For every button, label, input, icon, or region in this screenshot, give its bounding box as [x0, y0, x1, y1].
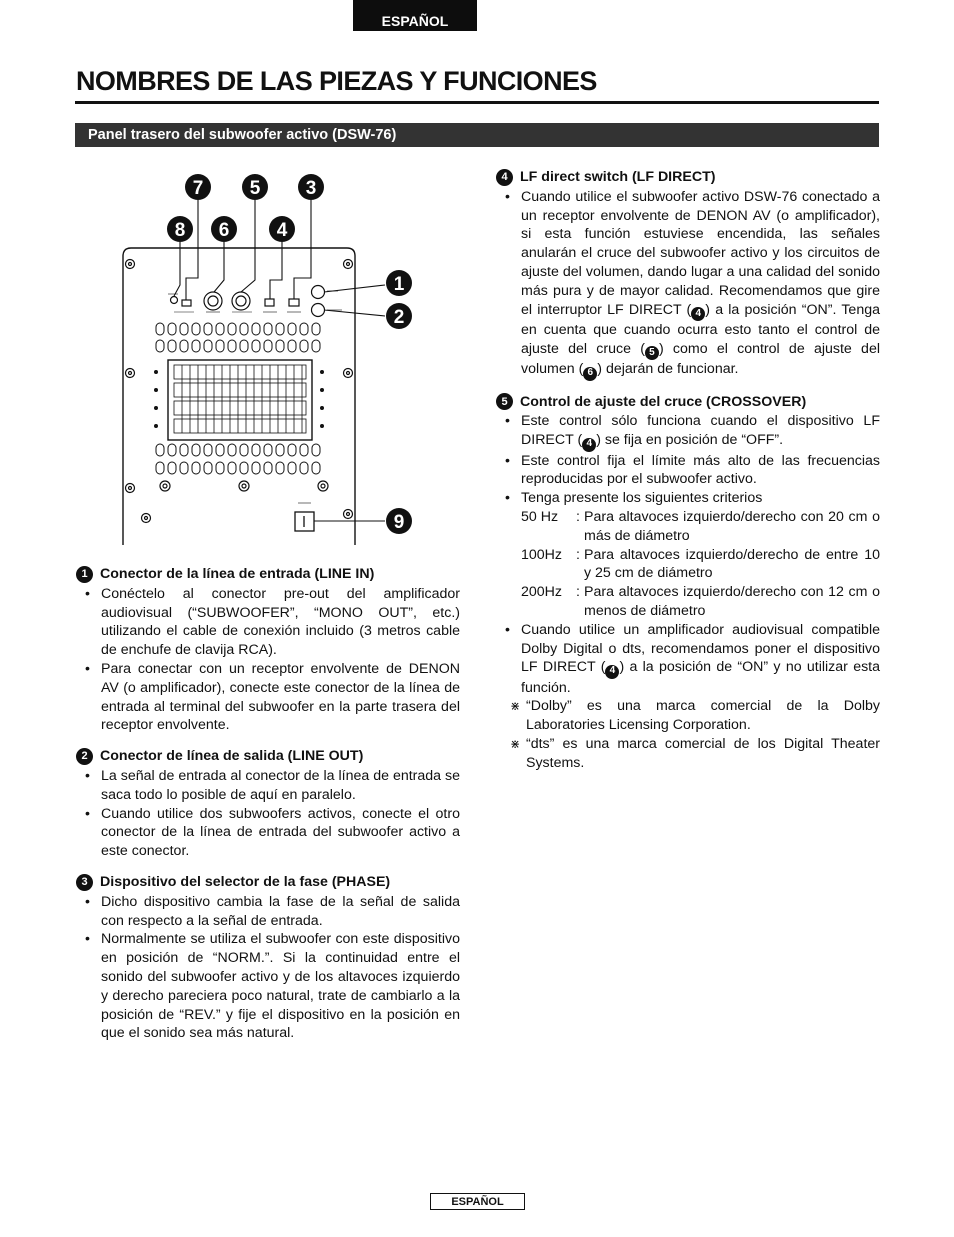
- ref-badge: 5: [645, 346, 659, 360]
- number-badge: 2: [76, 748, 93, 765]
- bullet: • La señal de entrada al conector de la línea de entrada se saca todo lo posible de aquí en paralelo.: [101, 767, 460, 805]
- bullet: • Dicho dispositivo cambia la fase de la señal de salida con respecto a la señal de entrada.: [101, 893, 460, 931]
- item-title: Conector de línea de salida (LINE OUT): [100, 748, 364, 765]
- bullet: • Conéctelo al conector pre-out del amplificador audiovisual (“SUBWOOFER”, “MONO OUT”, etc.) utilizando el cable de conexión incluido (3 metros cable de enchufe de clavija RCA).: [101, 585, 460, 660]
- callout-3: 3: [305, 178, 317, 199]
- callout-badges: [167, 174, 412, 534]
- note-mark-icon: ⋇: [510, 737, 521, 752]
- ref-badge: 4: [605, 665, 619, 679]
- item-phase: [76, 873, 460, 1043]
- item-title: Conector de la línea de entrada (LINE IN): [100, 566, 375, 582]
- callout-6: 6: [218, 220, 230, 241]
- trademark-note: ⋇ “Dolby” es una marca comercial de la Dolby Laboratories Licensing Corporation.: [510, 698, 880, 734]
- criteria-row: 50 Hz : Para altavoces izquierdo/derecho con 20 cm o más de diámetro: [521, 508, 880, 544]
- item-lf-direct: [496, 168, 880, 381]
- callout-2: 2: [393, 307, 405, 328]
- ref-badge: 4: [582, 438, 596, 452]
- callout-7: 7: [192, 178, 204, 199]
- criteria-row: 200Hz : Para altavoces izquierdo/derecho con 12 cm o menos de diámetro: [521, 584, 880, 619]
- language-tab: ESPAÑOL: [353, 0, 477, 31]
- criteria-row: 100Hz : Para altavoces izquierdo/derecho de entre 10 y 25 cm de diámetro: [521, 546, 880, 582]
- bullet: • Este control sólo funciona cuando el dispositivo LF DIRECT ( 4 ) se fija en posición de “OFF”.: [521, 412, 880, 451]
- item-line-out: [76, 747, 460, 861]
- right-column: [496, 168, 880, 785]
- title-rule: [75, 101, 879, 104]
- number-badge: 4: [496, 169, 513, 186]
- number-badge: 1: [76, 566, 93, 583]
- bullet: • Para conectar con un receptor envolvente de DENON AV (o amplificador), conecte este conector de la línea de entrada al terminal del subwoofer en la parte trasera del receptor envolvente.: [101, 660, 460, 735]
- item-title: LF direct switch (LF DIRECT): [520, 169, 716, 185]
- item-line-in: [76, 565, 460, 735]
- bullet: • Normalmente se utiliza el subwoofer con este dispositivo en posición de “NORM.”. Si la continuidad entre el sonido del subwoofer activo y de los altavoces izquierdo y derecho pareciera poco natural, trate de cambiarlo a la posición de “REV.” y fije el dispositivo en la posición en que el sonido sea más natural.: [101, 930, 460, 1043]
- bullet: • Cuando utilice dos subwoofers activos, conecte el otro conector de la línea de entrada del subwoofer activo a este conector.: [101, 805, 460, 861]
- callout-1: 1: [393, 274, 405, 295]
- note-mark-icon: ⋇: [510, 699, 521, 714]
- bullet: • Este control fija el límite más alto de las frecuencias reproducidas por el subwoofer activo.: [521, 452, 880, 490]
- number-badge: 3: [76, 874, 93, 891]
- number-badge: 5: [496, 393, 513, 410]
- page-title: NOMBRES DE LAS PIEZAS Y FUNCIONES: [76, 66, 597, 96]
- callout-8: 8: [174, 220, 186, 241]
- left-column: [76, 565, 460, 1055]
- callout-4: 4: [276, 220, 288, 241]
- callout-9: 9: [393, 512, 405, 533]
- item-title: Control de ajuste del cruce (CROSSOVER): [520, 393, 807, 410]
- bullet: • Cuando utilice un amplificador audiovisual compatible Dolby Digital o dts, recomendamos poner el dispositivo LF DIRECT ( 4 ) a la posición de “ON” y no utilizar esta función.: [521, 621, 880, 698]
- ref-badge: 4: [691, 307, 705, 321]
- bullet: • Tenga presente los siguientes criterios: [521, 489, 880, 508]
- ref-badge: 6: [583, 367, 597, 381]
- section-title: Panel trasero del subwoofer activo (DSW-76): [75, 123, 879, 147]
- item-crossover: [496, 393, 880, 773]
- callout-5: 5: [249, 178, 261, 199]
- trademark-note: ⋇ “dts” es una marca comercial de los Digital Theater Systems.: [510, 736, 880, 771]
- bullet: • Cuando utilice el subwoofer activo DSW-76 conectado a un receptor envolvente de DENON AV (o amplificador), si esta función estuviese encendida, las señales anularán el cruce del subwoofer activo y los circuitos de ajuste del volumen, dando lugar a una calidad del sonido más pura y de mayor calidad. Recomendamos que gire el interruptor LF DIRECT ( 4 ) a la posición “ON”. Tenga en cuenta que cuando ocurra esto tanto el control de ajuste del cruce ( 5 ) como el control de ajuste del volumen ( 6 ) dejarán de funcionar.: [521, 188, 880, 381]
- item-title: Dispositivo del selector de la fase (PHASE): [100, 873, 391, 890]
- footer-language-box: ESPAÑOL: [430, 1193, 525, 1210]
- rear-panel-diagram: [110, 160, 430, 550]
